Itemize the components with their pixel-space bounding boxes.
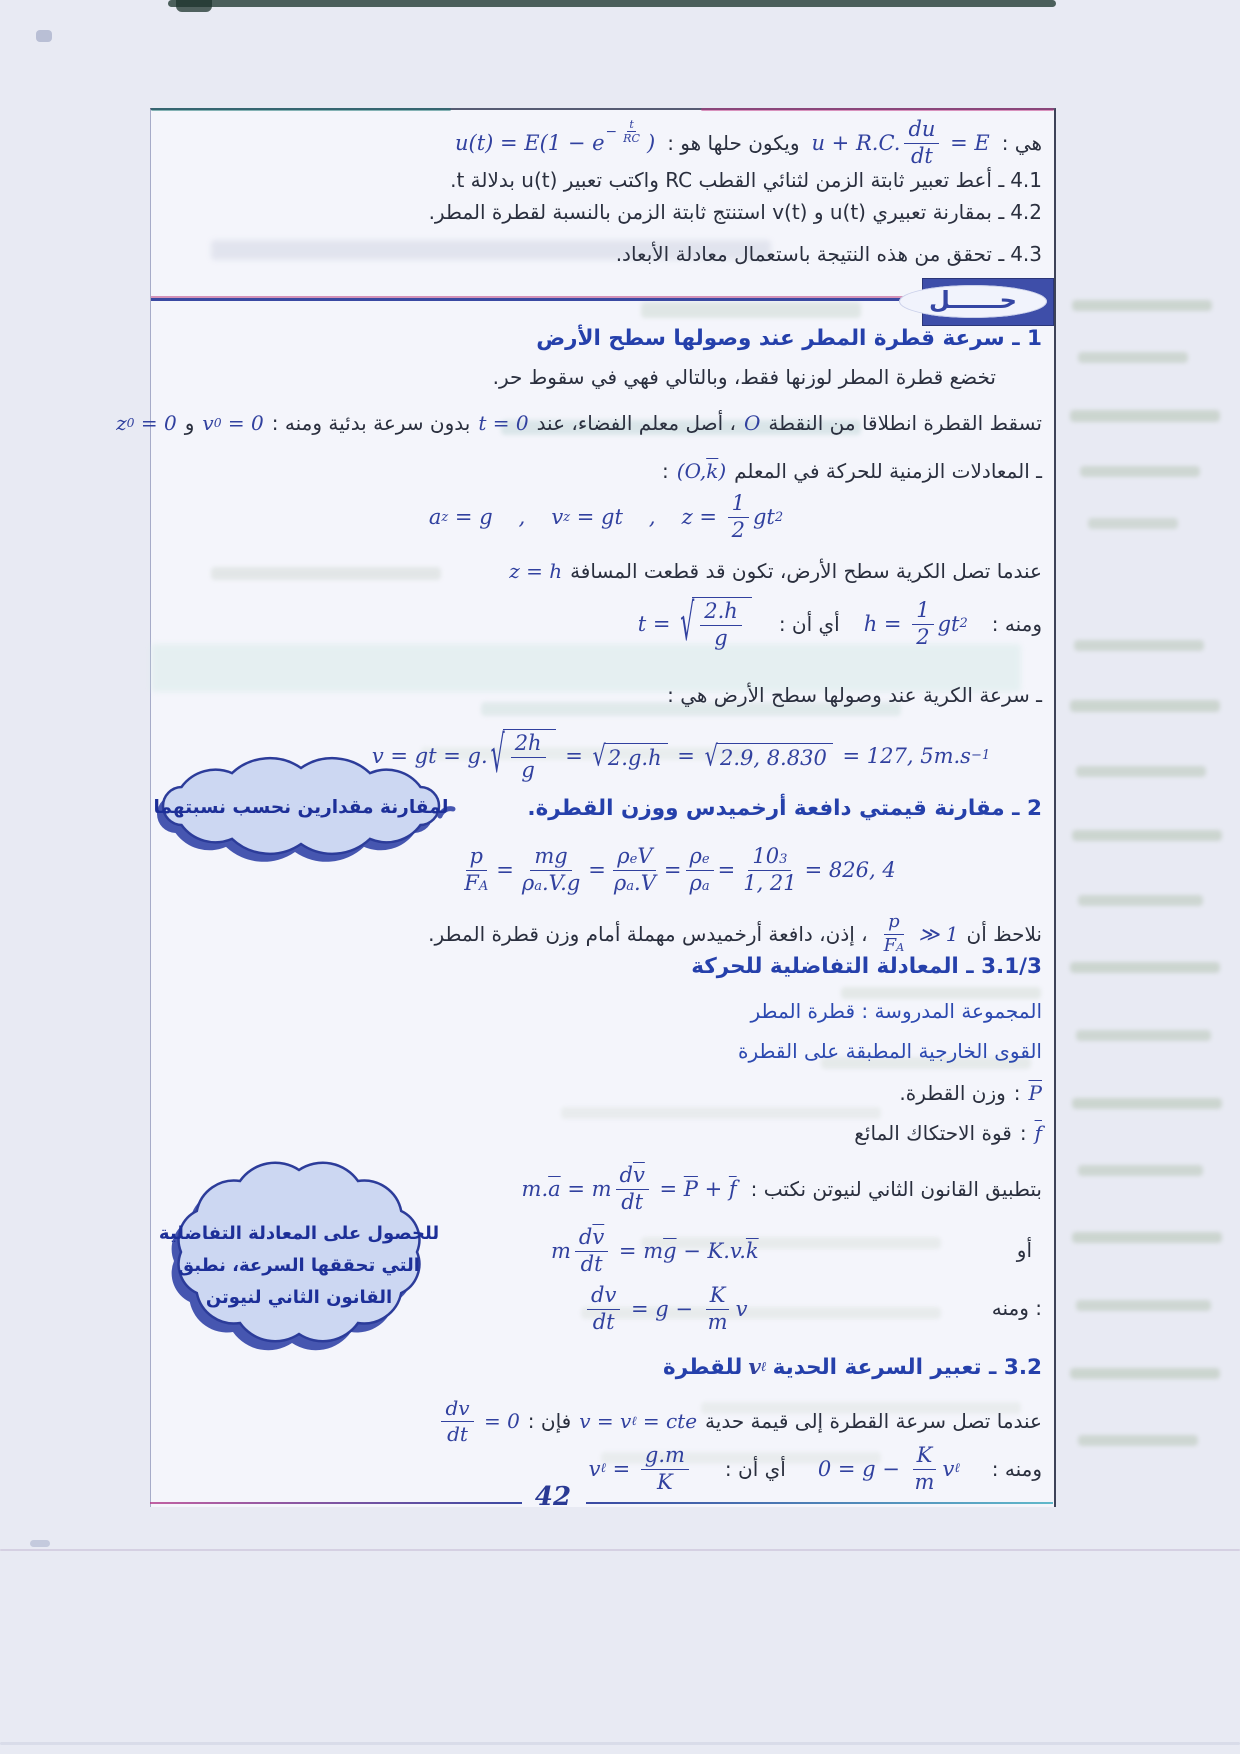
u-solution-equation: u(t) = E(1 − e − $\frac{t}{RC}$ ) — [454, 117, 656, 156]
P-vector: $\overline{P}$ — [1028, 1081, 1042, 1105]
sqrt-radical: √ 2.9, 8.830 — [705, 743, 833, 770]
impact-speed-equation: v = gt = g. √ $\frac{2h}{g}$ = √ 2.g.h = √ 2.9, 8.830 = 127, 5m.s −1 — [321, 725, 1041, 787]
scan-artifact — [1070, 962, 1220, 973]
cloud-body — [179, 1163, 420, 1341]
scan-artifact — [1070, 1368, 1220, 1379]
kinematics-equations: a z = g , v z = gt , z = $\frac{1}{2}$ gt 2 — [428, 491, 784, 542]
scan-artifact — [1072, 300, 1212, 311]
p-over-FA: p F A — [464, 843, 489, 895]
scan-artifact — [176, 0, 212, 12]
section-3-title: 3.1/3 ـ المعادلة التفاضلية للحركة — [691, 954, 1042, 979]
scan-artifact — [1070, 410, 1220, 422]
fall-time-line — [638, 592, 1042, 656]
v-limit-cte: v = v ℓ = cte — [579, 1409, 698, 1433]
scan-artifact — [151, 108, 451, 111]
or-label: أو — [1016, 1238, 1032, 1262]
k-vector: $\overline{k}$ — [706, 459, 719, 483]
v-limit-symbol: v ℓ — [748, 1355, 767, 1380]
section-1-p3: ـ المعادلات الزمنية للحركة في المعلم (O, $\overline{k}$ ) : — [662, 459, 1042, 483]
scan-artifact — [561, 1107, 881, 1119]
f-vector: $\overline{f}$ — [728, 1177, 737, 1201]
h-equation: h = $\frac{1}{2}$ gt 2 — [863, 597, 968, 649]
v0-zero: v 0 = 0 — [202, 411, 264, 435]
ode-lead-text: هي : — [1001, 131, 1042, 156]
hint-cloud-newton — [158, 1157, 440, 1349]
dvdt-zero: $\frac{dv}{dt}$ = 0 — [437, 1397, 519, 1445]
z-equation: z = $\frac{1}{2}$ gt 2 — [681, 491, 784, 542]
hint-cloud-ratio-text: لمقارنة مقدارين نحسب نسبتهما — [153, 797, 449, 818]
item-text: ـ تحقق من هذه النتيجة باستعمال معادلة الأبعاد. — [615, 242, 1005, 266]
item-text: ـ بمقارنة تعبيري u(t) و v(t) استنتج ثابتة الزمن بالنسبة لقطرة المطر. — [428, 200, 1005, 224]
solution-banner-oval — [899, 285, 1047, 318]
scan-artifact — [168, 0, 1056, 7]
hence-label: ومنه : — [991, 612, 1042, 636]
scan-artifact — [1078, 895, 1203, 906]
sqrt-radical: √ $\frac{2h}{g}$ — [491, 729, 556, 782]
scan-artifact — [0, 1549, 1240, 1551]
footer-rule-right — [586, 1502, 1053, 1504]
banner-rule — [151, 298, 923, 301]
item-text: ـ أعط تعبير ثابتة الزمن لثنائي القطب RC واكتب تعبير u(t) بدلالة t. — [450, 168, 1005, 192]
that-is-label: أي أن : — [724, 1457, 786, 1481]
vector-ode-equation: m d $\overline{v}$ dt = m $\overline{g}$ − K.v. $\overline{k}$ — [551, 1225, 759, 1276]
k-vector: $\overline{k}$ — [745, 1239, 759, 1264]
f-vector: $\overline{f}$ — [1034, 1121, 1042, 1145]
vz-equation: v z = gt — [551, 505, 623, 530]
scan-artifact — [30, 1540, 50, 1547]
section-3-2-title: 3.2 ـ تعبير السرعة الحدية v ℓ للقطرة — [663, 1355, 1042, 1380]
p-over-FA-inline: p F A ≫ 1 — [883, 911, 959, 956]
scan-artifact — [1076, 1300, 1211, 1311]
footer-rule-left — [150, 1502, 522, 1504]
scan-artifact — [1078, 1165, 1203, 1176]
newton-equation: m. $\overline{a}$ = m d $\overline{v}$ dt = $\overline{P}$ + $\overline{f}$ — [521, 1162, 737, 1214]
hence-label: ومنه : — [991, 1296, 1042, 1320]
item-number: 4.2 — [1010, 200, 1042, 224]
weight-definition-line: $\overline{P}$ : وزن القطرة. — [899, 1081, 1042, 1105]
section-1-p1: تخضع قطرة المطر لوزنها فقط، وبالتالي فهي في سقوط حر. — [492, 365, 996, 389]
solution-banner — [922, 278, 1054, 326]
question-item-4-2 — [429, 200, 1042, 224]
scan-artifact — [1080, 466, 1200, 477]
scan-artifact — [1076, 766, 1206, 777]
question-item-4-3 — [616, 242, 1042, 266]
question-item-4-1 — [450, 168, 1042, 192]
newton-law-line: بتطبيق القانون الثاني لنيوتن نكتب : m. $\overline{a}$ = m d $\overline{v}$ dt = $\overline{P}$ + $\overline{f}$ — [521, 1162, 1042, 1214]
external-forces-line: القوى الخارجية المطبقة على القطرة — [737, 1039, 1042, 1063]
scan-artifact — [1076, 1030, 1211, 1041]
scan-artifact — [1072, 1232, 1222, 1243]
page-number: 42 — [534, 1482, 572, 1512]
that-is-label: أي أن : — [778, 612, 840, 636]
scalar-ode-equation: $\frac{dv}{dt}$ = g − $\frac{K}{m}$ v — [583, 1284, 747, 1334]
scan-artifact — [1078, 1435, 1198, 1446]
hint-cloud-newton-line1: للحصول على المعادلة التفاضلية — [158, 1223, 440, 1244]
scan-artifact — [1078, 352, 1188, 363]
scan-artifact — [841, 987, 1041, 999]
scan-artifact — [701, 108, 1054, 111]
scan-artifact — [1070, 700, 1220, 712]
ode-solution-label: ويكون حلها هو : — [667, 131, 800, 156]
solution-banner-label: حــــــل — [929, 285, 1017, 314]
intro-ode-line — [455, 118, 1042, 168]
limit-speed-condition: عندما تصل سرعة القطرة إلى قيمة حدية v = v ℓ = cte فإن : $\frac{dv}{dt}$ = 0 — [437, 1393, 1042, 1449]
scan-artifact — [0, 1742, 1240, 1745]
hint-cloud-newton-line3: القانون الثاني لنيوتن — [205, 1287, 393, 1308]
item-number: 4.1 — [1010, 168, 1042, 192]
section-2-title: 2 ـ مقارنة قيمتي دافعة أرخميدس ووزن القطرة. — [527, 796, 1042, 821]
origin-O: O — [743, 411, 761, 435]
section-1-p5: ـ سرعة الكرية عند وصولها سطح الأرض هي : — [667, 683, 1042, 707]
section-1-p4: عندما تصل الكرية سطح الأرض، تكون قد قطعت المسافة z = h — [509, 559, 1042, 583]
scan-artifact — [211, 567, 441, 580]
section-1-title: 1 ـ سرعة قطرة المطر عند وصولها سطح الأرض — [536, 326, 1042, 351]
t-zero: t = 0 — [478, 411, 529, 435]
t-equation: t = √ $\frac{2.h}{g}$ — [638, 597, 755, 650]
scan-artifact — [1088, 518, 1178, 529]
limit-speed-result — [589, 1440, 1042, 1498]
az-equation: a z = g — [428, 505, 493, 530]
frame-O-k: (O, $\overline{k}$ ) — [676, 459, 727, 483]
item-number: 4.3 — [1010, 242, 1042, 266]
content-box — [116, 108, 1056, 1507]
a-vector: $\overline{a}$ — [548, 1177, 561, 1201]
sqrt-radical: √ 2.g.h — [593, 743, 668, 770]
scan-artifact — [36, 30, 52, 42]
v-limit-equation: v ℓ = $\frac{g.m}{K}$ — [589, 1444, 693, 1494]
sqrt-radical: √ $\frac{2.h}{g}$ — [680, 597, 752, 650]
scan-artifact — [1072, 1098, 1222, 1109]
scan-artifact — [1072, 830, 1222, 841]
scan-artifact — [641, 302, 861, 318]
section-1-p2: تسقط القطرة انطلاقا من النقطة O ، أصل معلم الفضاء، عند t = 0 بدون سرعة بدئية ومنه : v 0 = 0 و z 0 = 0 — [116, 411, 1042, 435]
P-vector: $\overline{P}$ — [683, 1177, 698, 1201]
z-equals-h: z = h — [509, 559, 563, 583]
ode-equation: u + R.C. $\frac{du}{dt}$ = E — [811, 117, 990, 168]
friction-definition-line: $\overline{f}$ : قوة الاحتكاك المائع — [854, 1121, 1042, 1145]
zero-equation: 0 = g − $\frac{K}{m}$ v ℓ — [817, 1442, 960, 1494]
g-vector: $\overline{g}$ — [663, 1239, 677, 1264]
hint-cloud-newton-line2: التي تحققها السرعة، نطبق — [178, 1255, 420, 1276]
hence-label: ومنه : — [991, 1457, 1042, 1481]
studied-system-line: المجموعة المدروسة : قطرة المطر — [750, 999, 1042, 1023]
scan-artifact — [1074, 640, 1204, 651]
ratio-equation: p F A = mg ρ a .V.g = ρ e V ρ a .V = ρ e ρ a = 10 3 1, 21 = 826, 4 — [381, 837, 971, 903]
z0-zero: z 0 = 0 — [116, 411, 177, 435]
section-2-conclusion: نلاحظ أن p F A ≫ 1 ، إذن، دافعة أرخميدس مهملة أمام وزن قطرة المطر. — [428, 911, 1042, 956]
